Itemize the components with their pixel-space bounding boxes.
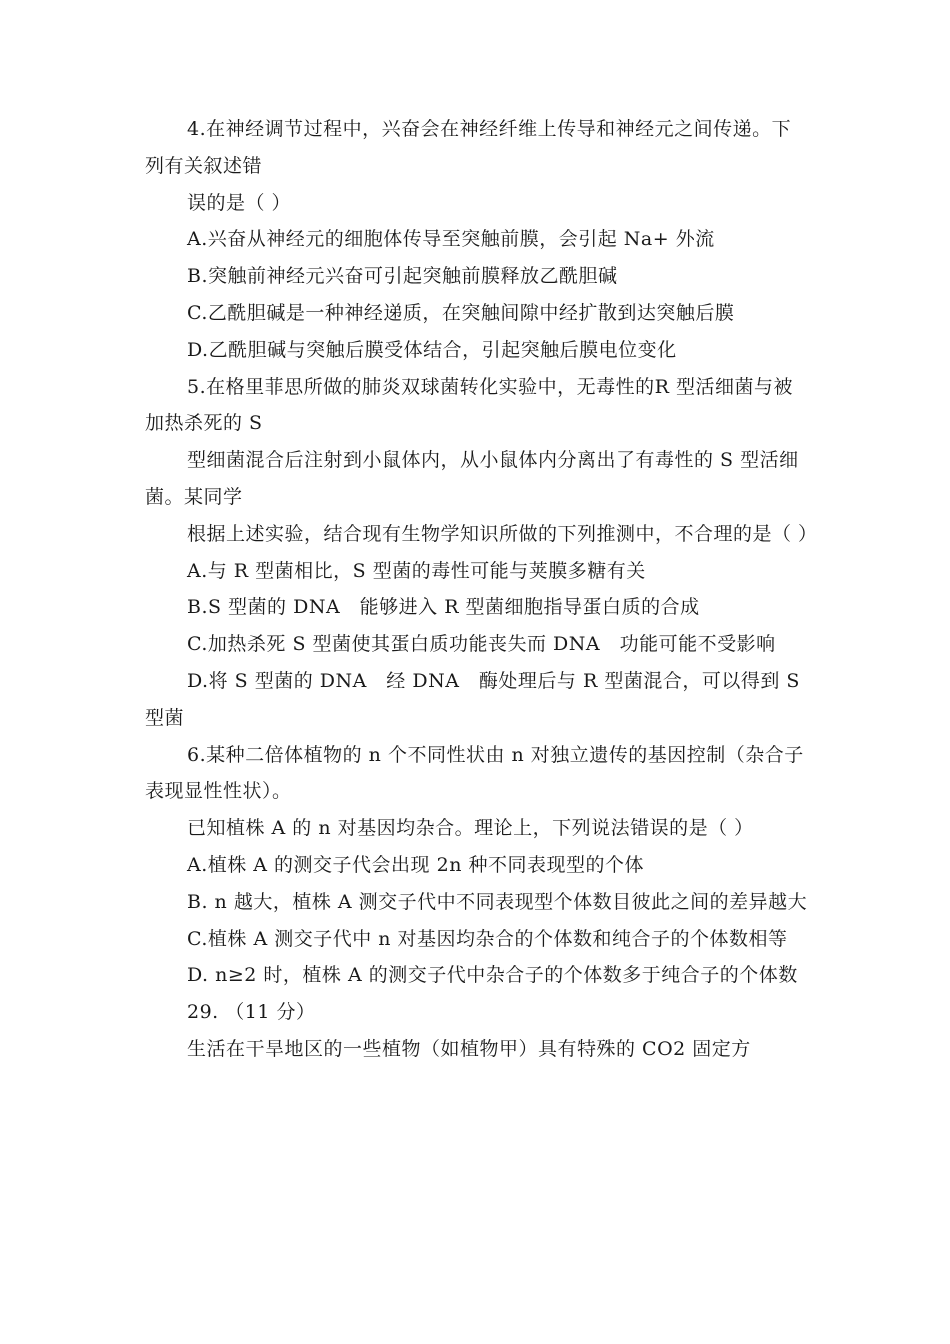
q29-header: 29. （11 分） [187,1001,316,1024]
q6-option-a: A.植株 A 的测交子代会出现 2n 种不同表现型的个体 [187,853,644,876]
q5-stem-line-1: 5.在格里菲思所做的肺炎双球菌转化实验中，无毒性的R 型活细菌与被加热杀死的 S [145,375,793,435]
q5-option-b: B.S 型菌的 DNA 能够进入 R 型菌细胞指导蛋白质的合成 [187,596,700,619]
q6-stem-line-1: 6.某种二倍体植物的 n 个不同性状由 n 对独立遗传的基因控制（杂合子表现显性性状）。 [145,743,804,803]
q29-stem-line-1: 生活在干旱地区的一些植物（如植物甲）具有特殊的 CO2 固定方 [187,1037,751,1060]
q4-option-b: B.突触前神经元兴奋可引起突触前膜释放乙酰胆碱 [187,265,618,288]
q6-stem-line-2: 已知植株 A 的 n 对基因均杂合。理论上，下列说法错误的是（ ） [187,817,754,840]
q4-stem-line-2: 误的是（ ） [187,191,292,214]
q5-option-d: D.将 S 型菌的 DNA 经 DNA 酶处理后与 R 型菌混合，可以得到 S 型菌 [145,669,800,729]
q5-option-c: C.加热杀死 S 型菌使其蛋白质功能丧失而 DNA 功能可能不受影响 [187,633,776,656]
q4-option-c: C.乙酰胆碱是一种神经递质，在突触间隙中经扩散到达突触后膜 [187,301,735,324]
q4-stem-line-1: 4.在神经调节过程中，兴奋会在神经纤维上传导和神经元之间传递。下列有关叙述错 [145,118,792,177]
q5-option-a: A.与 R 型菌相比，S 型菌的毒性可能与荚膜多糖有关 [187,559,646,582]
q5-stem-line-3: 根据上述实验，结合现有生物学知识所做的下列推测中，不合理的是（ ） [187,522,818,545]
q4-option-d: D.乙酰胆碱与突触后膜受体结合，引起突触后膜电位变化 [187,338,677,361]
document-page [145,111,818,1068]
q6-option-c: C.植株 A 测交子代中 n 对基因均杂合的个体数和纯合子的个体数相等 [187,927,788,950]
q4-option-a: A.兴奋从神经元的细胞体传导至突触前膜，会引起 Na+ 外流 [187,228,715,251]
q6-option-d: D. n≥2 时，植株 A 的测交子代中杂合子的个体数多于纯合子的个体数 [187,964,798,987]
q5-stem-line-2: 型细菌混合后注射到小鼠体内，从小鼠体内分离出了有毒性的 S 型活细菌。某同学 [145,449,799,508]
q6-option-b: B. n 越大，植株 A 测交子代中不同表现型个体数目彼此之间的差异越大 [187,890,808,913]
